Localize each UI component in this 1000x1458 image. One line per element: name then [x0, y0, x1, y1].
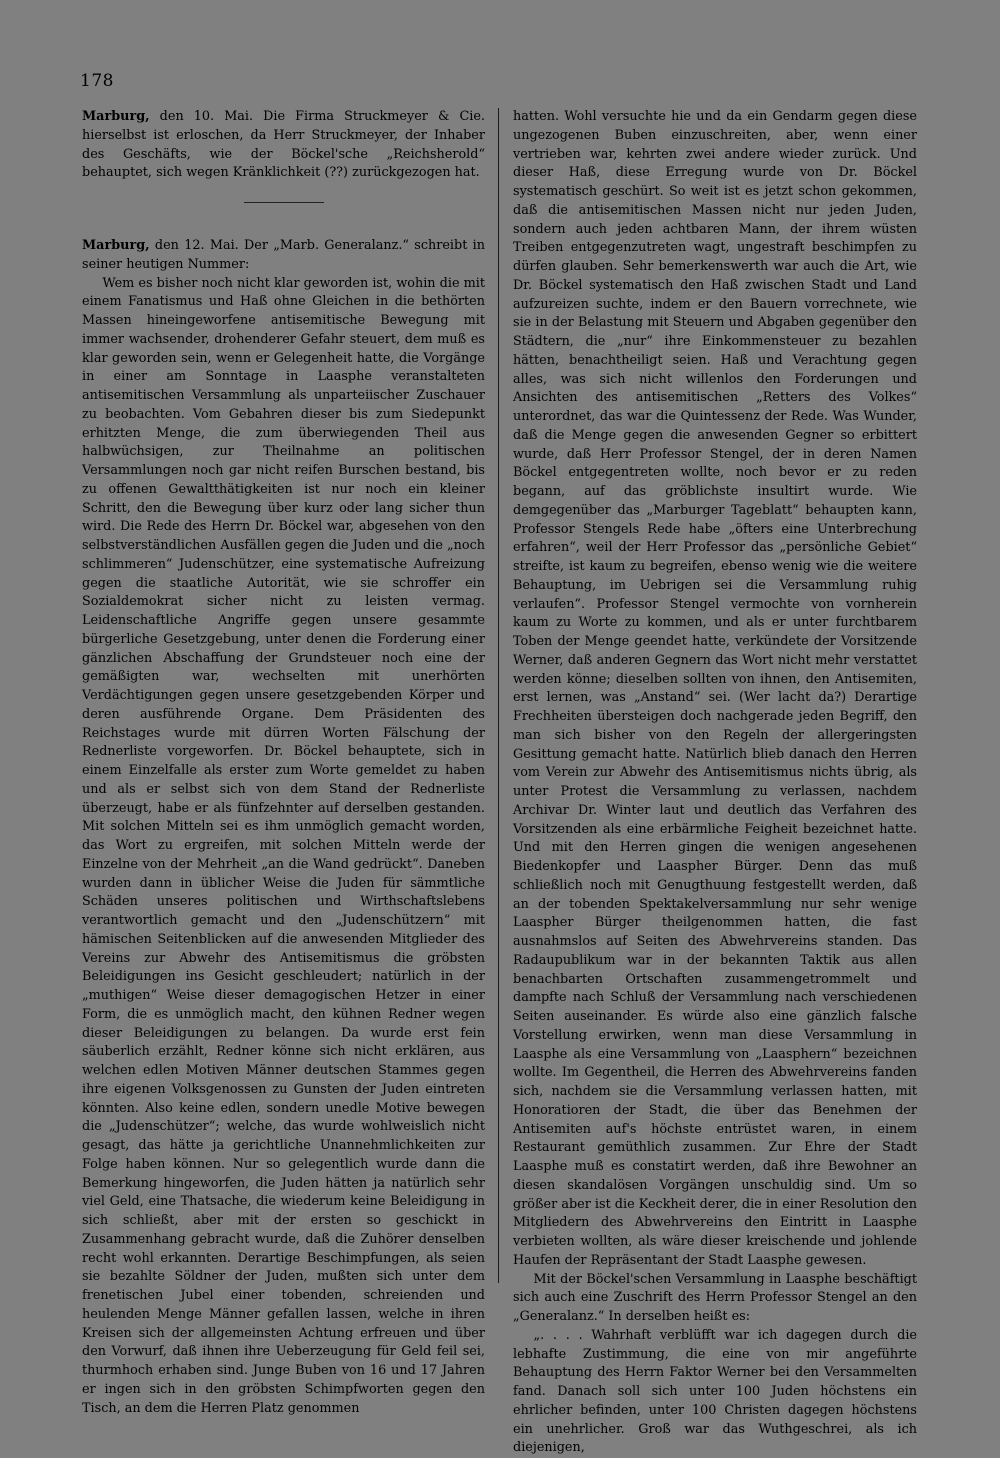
article-headline: Marburg,: [82, 238, 150, 253]
right-column: [513, 108, 917, 1458]
article-intro-text: den 12. Mai. Der „Marb. Generalanz.“ schreibt in seiner heutigen Nummer:: [82, 238, 485, 272]
article-body-left: Wem es bisher noch nicht klar geworden ist, wohin die mit einem Fanatismus und Haß ohne Gleichen in die bethörten Massen hineingeworfene antisemitische Bewegung mit immer wachsender, drohenderer Gefahr steuert, dem muß es klar geworden sein, wenn er Gelegenheit hatte, die Vorgänge in einer am Sonntage in Laasphe veranstalteten antisemitischen Versammlung als unparteiischer Zuschauer zu beobachten. Vom Gebahren dieser bis zum Siedepunkt erhitzten Menge, die zum überwiegenden Theil aus halbwüchsigen, zur Theilnahme an politischen Versammlungen noch gar nicht reifen Burschen bestand, bis zu offenen Gewaltthätigkeiten ist nur noch ein kleiner Schritt, den die Bewegung über kurz oder lang sicher thun wird. Die Rede des Herrn Dr. Böckel war, abgesehen von den selbstverständlichen Ausfällen gegen die Juden und die „noch schlimmeren“ Judenschützer, eine systematische Aufreizung gegen die staatliche Autorität, wie sie schroffer ein Sozialdemokrat sicher nicht zu leisten vermag. Leidenschaftliche Angriffe gegen unsere gesammte bürgerliche Gesetzgebung, unter denen die Forderung einer gänzlichen Abschaffung der Grundsteuer noch eine der gemäßigten war, wechselten mit unerhörten Verdächtigungen gegen unsere gesetzgebenden Körper und deren ausführende Organe. Dem Präsidenten des Reichstages wurde mit dürren Worten Fälschung der Rednerliste vorgeworfen. Dr. Böckel behauptete, sich in einem Einzelfalle als erster zum Worte gemeldet zu haben und als er selbst sich von dem Stand der Rednerliste überzeugt, habe er als fünfzehnter auf derselben gestanden. Mit solchen Mitteln sei es ihm unmöglich gemacht worden, das Wort zu ergreifen, mit solchen Mitteln werde der Einzelne von der Mehrheit „an die Wand gedrückt“. Daneben wurden dann in üblicher Weise die Juden für sämmtliche Schäden unseres politischen und Wirthschaftslebens verantwortlich gemacht und den „Judenschützern“ mit hämischen Seitenblicken auf die anwesenden Mitglieder des Vereins zur Abwehr des Antisemitismus die gröbsten Beleidigungen ins Gesicht geschleudert; natürlich in der „muthigen“ Weise dieser demagogischen Hetzer in einer Form, die es unmöglich macht, den kühnen Redner wegen dieser Beleidigungen zu belangen. Da wurde erst fein säuberlich erzählt, Redner könne sich nicht erklären, aus welchen edlen Motiven Männer deutschen Stammes gegen ihre eigenen Volksgenossen zu Gunsten der Juden eintreten könnten. Also keine edlen, sondern unedle Motive bewegen die „Judenschützer“; welche, das wurde wohlweislich nicht gesagt, das hätte ja gerichtliche Unannehmlichkeiten zur Folge haben können. Nur so gelegentlich wurde dann die Bemerkung hingeworfen, die Juden hätten ja natürlich sehr viel Geld, eine Thatsache, die wiederum keine Beleidigung in sich schließt, aber mit der ersten so geschickt in Zusammenhang gebracht wurde, daß die Zuhörer denselben recht wohl erkannten. Derartige Beschimpfungen, als seien sie bezahlte Söldner der Juden, mußten sich unter dem frenetischen Jubel einer tobenden, schreienden und heulenden Menge Männer gefallen lassen, welche in ihren Kreisen sich der allgemeinsten Achtung erfreuen und über den Vorwurf, daß ihnen ihre Ueberzeugung für Geld feil sei, thurmhoch erhaben sind. Junge Buben von 16 und 17 Jahren er ingen sich in den gröbsten Schimpfworten gegen den Tisch, an dem die Herren Platz genommen: [82, 275, 485, 1416]
article-generalanzeiger-intro: [82, 237, 485, 275]
page-number: 178: [80, 71, 114, 91]
article-stengel-quote: „. . . . Wahrhaft verblüfft war ich dagegen durch die lebhafte Zustimmung, die eine von mir angeführte Behauptung des Herrn Faktor Werner bei den Versammelten fand. Danach soll sich unter 100 Juden höchstens ein ehrlicher befinden, unter 100 Christen dagegen höchstens ein unehrlicher. Groß war das Wuthgeschrei, als ich diejenigen,: [513, 1327, 917, 1456]
article-divider: [244, 202, 324, 203]
article-body-right: hatten. Wohl versuchte hie und da ein Gendarm gegen diese ungezogenen Buben einzuschreiten, aber, wenn einer vertrieben war, kehrten zwei andere wieder zurück. Und dieser Haß, diese Erregung wurde von Dr. Böckel systematisch geschürt. So weit ist es jetzt schon gekommen, daß die antisemitischen Massen nicht nur jeden Juden, sondern auch jeden achtbaren Mann, der ihrem wüsten Treiben entgegenzutreten wagt, ungestraft beschimpfen zu dürfen glauben. Sehr bemerkenswerth war auch die Art, wie Dr. Böckel systematisch den Haß zwischen Stadt und Land aufzureizen suchte, indem er den Bauern vorrechnete, wie sie in der Belastung mit Steuern und Abgaben gegenüber den Städtern, die „nur“ ihre Einkommensteuer zu bezahlen hätten, benachtheiligt seien. Haß und Verachtung gegen alles, was sich nicht willenlos den Forderungen und Ansichten des antisemitischen „Retters des Volkes“ unterordnet, das war die Quintessenz der Rede. Was Wunder, daß die Menge gegen die anwesenden Gegner so erbittert wurde, daß Herr Professor Stengel, der in deren Namen Böckel entgegentreten wollte, noch bevor er zu reden begann, auf das gröblichste insultirt wurde. Wie demgegenüber das „Marburger Tageblatt“ behaupten kann, Professor Stengels Rede habe „öfters eine Unterbrechung erfahren“, weil der Herr Professor das „persönliche Gebiet“ streifte, ist kaum zu begreifen, ebenso wenig wie die weitere Behauptung, im Uebrigen sei die Versammlung ruhig verlaufen“. Professor Stengel vermochte von vornherein kaum zu Worte zu kommen, und als er unter furchtbarem Toben der Menge geendet hatte, verkündete der Vorsitzende Werner, daß anderen Gegnern das Wort nicht mehr verstattet werden könne; dieselben sollten von ihnen, den Antisemiten, erst lernen, was „Anstand“ sei. (Wer lacht da?) Derartige Frechheiten übersteigen doch nachgerade jeden Begriff, den man sich bisher von den Regeln der allergeringsten Gesittung gemacht hatte. Natürlich blieb danach den Herren vom Verein zur Abwehr des Antisemitismus nichts übrig, als unter Protest die Versammlung zu verlassen, nachdem Archivar Dr. Winter laut und deutlich das Verfahren des Vorsitzenden als eine erbärmliche Feigheit bezeichnet hatte. Und mit den Herren gingen die wenigen angesehenen Biedenkopfer und Laaspher Bürger. Denn das muß schließlich noch mit Genugthuung festgestellt werden, daß an der tobenden Spektakelversammlung nur sehr wenige Laaspher Bürger theilgenommen hatten, die fast ausnahmslos auf Seiten des Abwehrvereins standen. Das Radaupublikum war in der bekannten Taktik aus allen benachbarten Ortschaften zusammengetrommelt und dampfte nach Schluß der Versammlung nach verschiedenen Seiten auseinander. Es würde also eine gänzlich falsche Vorstellung erwirken, wenn man diese Versammlung in Laasphe als eine Versammlung von „Laasphern“ bezeichnen wollte. Im Gegentheil, die Herren des Abwehrvereins fanden sich, nachdem sie die Versammlung verlassen hatten, mit Honoratioren der Stadt, die über das Benehmen der Antisemiten auf's höchste entrüstet waren, in einem Restaurant gemüthlich zusammen. Zur Ehre der Stadt Laasphe muß es constatirt werden, daß ihre Bewohner an diesen skandalösen Vorgängen unschuldig sind. Um so größer aber ist die Keckheit derer, die in einer Resolution den Mitgliedern des Abwehrvereins den Eintritt in Laasphe verbieten wollten, als wäre dieser kreischende und johlende Haufen der Repräsentant der Stadt Laasphe gewesen.: [513, 109, 917, 1268]
left-column: [82, 108, 485, 1418]
article-headline: Marburg,: [82, 109, 150, 124]
article-stengel-para: Mit der Böckel'schen Versammlung in Laasphe beschäftigt sich auch eine Zuschrift des Herrn Professor Stengel an den „Generalanz.“ In derselben heißt es:: [513, 1271, 917, 1324]
column-rule: [498, 108, 499, 1283]
article-text: den 10. Mai. Die Firma Struckmeyer & Cie. hierselbst ist erloschen, da Herr Struckmeyer, der Inhaber des Geschäfts, wie der Böckel'sche „Reichsherold“ behauptet, sich wegen Kränklichkeit (??) zurückgezogen hat.: [82, 109, 485, 181]
article-struckmeyer: [82, 108, 485, 183]
